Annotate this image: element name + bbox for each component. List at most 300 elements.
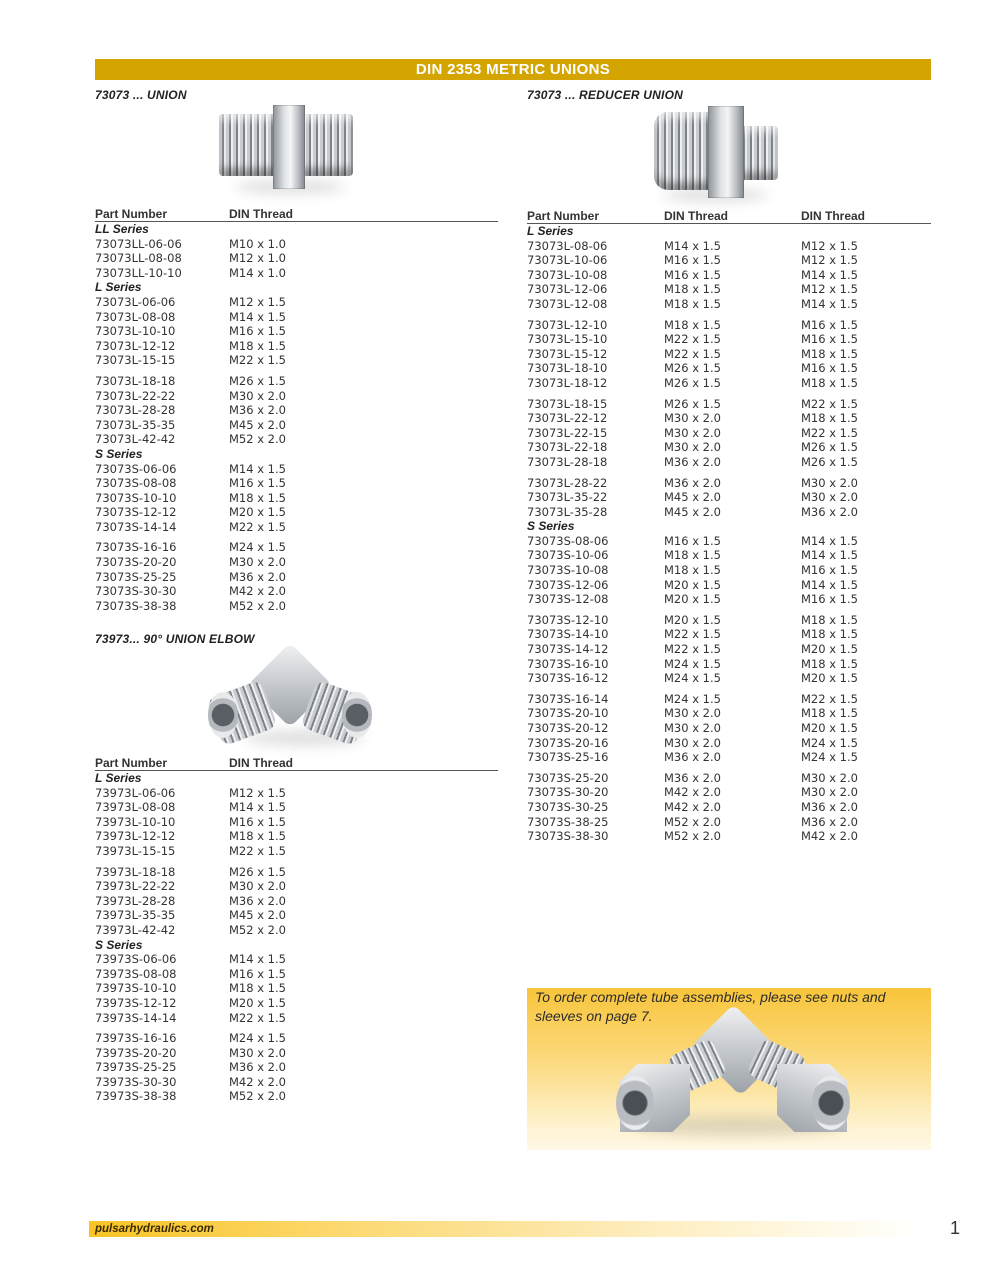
part-number: 73073LL-10-10 (95, 265, 182, 280)
table-header (95, 757, 498, 771)
part-number: 73073L-12-08 (527, 296, 608, 311)
din-thread-2: M14 x 1.5 (801, 577, 858, 592)
table-row (527, 411, 931, 426)
table-row (95, 967, 498, 982)
table-header (527, 210, 931, 224)
part-number: 73073S-25-16 (527, 750, 609, 765)
din-thread-2: M24 x 1.5 (801, 735, 858, 750)
din-thread-2: M30 x 2.0 (801, 770, 858, 785)
din-thread-2: M14 x 1.5 (801, 548, 858, 563)
part-number: 73073L-18-15 (527, 396, 608, 411)
part-number: 73073L-08-08 (95, 309, 176, 324)
din-thread: M52 x 2.0 (229, 1089, 286, 1104)
part-number: 73073S-20-20 (95, 555, 177, 570)
table-row (527, 800, 931, 815)
series-label-s: S Series (527, 519, 575, 534)
part-number: 73973L-15-15 (95, 843, 176, 858)
table-row (95, 1046, 498, 1061)
din-thread: M22 x 1.5 (664, 346, 721, 361)
table-row (95, 418, 498, 433)
din-thread: M22 x 1.5 (664, 642, 721, 657)
page-number: 1 (950, 1218, 961, 1238)
din-thread: M52 x 2.0 (229, 598, 286, 613)
din-thread-2: M16 x 1.5 (801, 332, 858, 347)
table-row (95, 324, 498, 339)
table-row (527, 347, 931, 362)
table-row (527, 268, 931, 283)
din-thread-2: M12 x 1.5 (801, 238, 858, 253)
din-thread-2: M20 x 1.5 (801, 642, 858, 657)
din-thread: M30 x 2.0 (664, 411, 721, 426)
din-thread-2: M16 x 1.5 (801, 317, 858, 332)
table-row (527, 657, 931, 672)
table-row (95, 403, 498, 418)
din-thread: M10 x 1.0 (229, 236, 286, 251)
din-thread-2: M18 x 1.5 (801, 656, 858, 671)
table-row (527, 771, 931, 786)
part-number: 73073S-06-06 (95, 461, 177, 476)
part-number: 73073S-38-30 (527, 829, 609, 844)
part-number: 73973S-30-30 (95, 1074, 177, 1089)
part-number: 73973L-10-10 (95, 814, 176, 829)
din-thread: M52 x 2.0 (229, 922, 286, 937)
table-row (95, 879, 498, 894)
part-number: 73073S-38-38 (95, 598, 177, 613)
part-number: 73073S-25-20 (527, 770, 609, 785)
din-thread-2: M26 x 1.5 (801, 440, 858, 455)
din-thread: M30 x 2.0 (229, 555, 286, 570)
din-thread: M20 x 1.5 (664, 612, 721, 627)
table-row (527, 829, 931, 844)
part-number: 73073L-22-22 (95, 388, 176, 403)
din-thread-2: M14 x 1.5 (801, 267, 858, 282)
part-number: 73973L-06-06 (95, 785, 176, 800)
din-thread-2: M36 x 2.0 (801, 504, 858, 519)
table-row (95, 1089, 498, 1104)
table-row (95, 981, 498, 996)
table-row (527, 332, 931, 347)
din-thread-2: M26 x 1.5 (801, 454, 858, 469)
table-row (527, 671, 931, 686)
part-number: 73073L-15-15 (95, 353, 176, 368)
header-din-thread-2: DIN Thread (801, 209, 866, 223)
table-row (95, 865, 498, 880)
din-thread: M14 x 1.5 (229, 952, 286, 967)
din-thread: M24 x 1.5 (664, 671, 721, 686)
din-thread: M30 x 2.0 (664, 721, 721, 735)
din-thread: M14 x 1.5 (229, 461, 286, 476)
din-thread: M45 x 2.0 (664, 504, 721, 519)
din-thread: M30 x 2.0 (229, 879, 286, 894)
part-number: 73973S-25-25 (95, 1060, 177, 1075)
part-number: 73073L-12-06 (527, 282, 608, 297)
din-thread: M22 x 1.5 (229, 519, 286, 534)
table-row (95, 505, 498, 520)
din-thread-2: M12 x 1.5 (801, 253, 858, 268)
din-thread: M45 x 2.0 (664, 490, 721, 505)
part-number: 73073L-28-28 (95, 403, 176, 418)
part-number: 73073S-12-08 (527, 592, 609, 607)
table-row (95, 295, 498, 310)
part-number: 73073S-08-06 (527, 533, 609, 548)
table-row (95, 555, 498, 570)
part-number: 73073L-22-18 (527, 440, 608, 455)
din-thread: M30 x 2.0 (664, 735, 721, 750)
table-row (95, 800, 498, 815)
part-number: 73073L-15-12 (527, 346, 608, 361)
table-row (527, 627, 931, 642)
din-thread-2: M36 x 2.0 (801, 814, 858, 829)
part-number: 73973S-10-10 (95, 981, 177, 996)
table-row (527, 376, 931, 391)
table-row (527, 692, 931, 707)
din-thread: M24 x 1.5 (664, 691, 721, 706)
din-thread-2: M36 x 2.0 (801, 799, 858, 814)
part-number: 73073S-14-10 (527, 627, 609, 642)
din-thread-2: M22 x 1.5 (801, 425, 858, 440)
din-thread: M20 x 1.5 (664, 577, 721, 592)
union-parts-table (95, 208, 498, 613)
part-number: 73073L-18-18 (95, 373, 176, 388)
table-row (527, 239, 931, 254)
part-number: 73073S-38-25 (527, 814, 609, 829)
table-row (527, 505, 931, 520)
table-row (527, 785, 931, 800)
part-number: 73973L-42-42 (95, 922, 176, 937)
table-row (95, 829, 498, 844)
series-label-l: L Series (95, 771, 142, 785)
part-number: 73073L-22-15 (527, 425, 608, 440)
din-thread: M36 x 2.0 (664, 770, 721, 785)
din-thread: M36 x 2.0 (229, 569, 286, 584)
part-number: 73073S-12-06 (527, 577, 609, 592)
din-thread: M14 x 1.0 (229, 265, 286, 280)
din-thread-2: M22 x 1.5 (801, 396, 858, 411)
din-thread: M42 x 2.0 (664, 785, 721, 800)
table-row (527, 318, 931, 333)
din-thread-2: M18 x 1.5 (801, 706, 858, 721)
part-number: 73073S-30-20 (527, 785, 609, 800)
part-number: 73973S-14-14 (95, 1010, 177, 1025)
din-thread: M18 x 1.5 (664, 563, 721, 578)
table-row (95, 815, 498, 830)
din-thread: M30 x 2.0 (664, 440, 721, 455)
din-thread-2: M30 x 2.0 (801, 490, 858, 505)
table-row (95, 570, 498, 585)
part-number: 73073L-18-10 (527, 361, 608, 376)
din-thread-2: M30 x 2.0 (801, 785, 858, 800)
series-label-s: S Series (95, 937, 143, 952)
din-thread: M30 x 2.0 (664, 706, 721, 721)
din-thread: M36 x 2.0 (664, 475, 721, 490)
elbow-section-title: 73973... 90° UNION ELBOW (95, 632, 255, 646)
header-part-number: Part Number (527, 209, 600, 223)
din-thread: M16 x 1.5 (664, 533, 721, 548)
part-number: 73073L-10-10 (95, 324, 176, 339)
table-row (95, 1060, 498, 1075)
din-thread-2: M24 x 1.5 (801, 750, 858, 765)
din-thread: M26 x 1.5 (664, 361, 721, 376)
part-number: 73973L-18-18 (95, 864, 176, 879)
din-thread: M22 x 1.5 (664, 627, 721, 642)
part-number: 73973L-08-08 (95, 800, 176, 815)
table-row (95, 952, 498, 967)
din-thread: M24 x 1.5 (664, 656, 721, 671)
table-row (95, 786, 498, 801)
din-thread: M26 x 1.5 (664, 375, 721, 390)
part-number: 73073L-15-10 (527, 332, 608, 347)
part-number: 73073L-10-06 (527, 253, 608, 268)
table-row (95, 894, 498, 909)
table-row (95, 339, 498, 354)
part-number: 73973S-12-12 (95, 995, 177, 1010)
din-thread: M16 x 1.5 (229, 324, 286, 339)
part-number: 73073L-35-22 (527, 490, 608, 505)
table-row (95, 908, 498, 923)
din-thread-2: M14 x 1.5 (801, 296, 858, 311)
table-row (527, 592, 931, 607)
table-row (95, 432, 498, 447)
part-number: 73073S-30-30 (95, 584, 177, 599)
din-thread: M45 x 2.0 (229, 417, 286, 432)
table-row (527, 815, 931, 830)
din-thread: M18 x 1.5 (229, 981, 286, 996)
table-row (527, 455, 931, 470)
din-thread: M20 x 1.5 (229, 505, 286, 520)
part-number: 73973S-08-08 (95, 966, 177, 981)
page-banner: DIN 2353 METRIC UNIONS (95, 59, 931, 80)
din-thread: M24 x 1.5 (229, 540, 286, 555)
union-elbow-image (205, 650, 375, 750)
din-thread-2: M18 x 1.5 (801, 375, 858, 390)
din-thread: M20 x 1.5 (664, 592, 721, 607)
part-number: 73073S-12-10 (527, 612, 609, 627)
din-thread-2: M18 x 1.5 (801, 612, 858, 627)
part-number: 73073S-10-08 (527, 563, 609, 578)
din-thread: M14 x 1.5 (229, 800, 286, 815)
din-thread: M18 x 1.5 (664, 296, 721, 311)
table-row (527, 578, 931, 593)
din-thread: M22 x 1.5 (229, 1010, 286, 1025)
din-thread: M36 x 2.0 (229, 893, 286, 908)
part-number: 73073L-35-28 (527, 504, 608, 519)
din-thread: M12 x 1.0 (229, 251, 286, 266)
din-thread: M30 x 2.0 (229, 1045, 286, 1060)
din-thread: M22 x 1.5 (664, 332, 721, 347)
table-header (95, 208, 498, 222)
part-number: 73073S-12-12 (95, 505, 177, 520)
din-thread-2: M22 x 1.5 (801, 691, 858, 706)
din-thread: M42 x 2.0 (229, 1074, 286, 1089)
callout-text: To order complete tube assemblies, please see nuts and sleeves on page 7. (535, 989, 886, 1024)
table-row (527, 397, 931, 412)
table-row (95, 353, 498, 368)
part-number: 73073LL-06-06 (95, 236, 182, 251)
series-label-l: L Series (95, 280, 142, 295)
part-number: 73073L-28-22 (527, 475, 608, 490)
part-number: 73073S-08-08 (95, 476, 177, 491)
table-row (95, 310, 498, 325)
din-thread-2: M20 x 1.5 (801, 721, 858, 735)
part-number: 73973S-20-20 (95, 1045, 177, 1060)
din-thread: M12 x 1.5 (229, 294, 286, 309)
table-row (95, 1031, 498, 1046)
din-thread: M16 x 1.5 (229, 814, 286, 829)
part-number: 73073L-12-12 (95, 338, 176, 353)
part-number: 73073S-25-25 (95, 569, 177, 584)
table-row (527, 490, 931, 505)
part-number: 73973L-35-35 (95, 908, 176, 923)
table-row (527, 613, 931, 628)
din-thread: M24 x 1.5 (229, 1031, 286, 1046)
din-thread: M52 x 2.0 (229, 432, 286, 447)
part-number: 73073L-28-18 (527, 454, 608, 469)
table-row (527, 721, 931, 736)
reducer-union-image (648, 104, 778, 204)
din-thread: M18 x 1.5 (229, 338, 286, 353)
part-number: 73073S-10-10 (95, 490, 177, 505)
table-row (95, 251, 498, 266)
table-row (95, 266, 498, 281)
table-row (95, 491, 498, 506)
din-thread-2: M18 x 1.5 (801, 411, 858, 426)
part-number: 73973L-12-12 (95, 829, 176, 844)
table-row (527, 282, 931, 297)
table-row (527, 563, 931, 578)
din-thread: M16 x 1.5 (229, 966, 286, 981)
union-section-title: 73073 ... UNION (95, 88, 187, 102)
din-thread-2: M14 x 1.5 (801, 533, 858, 548)
header-din-thread: DIN Thread (229, 756, 294, 770)
din-thread: M20 x 1.5 (229, 995, 286, 1010)
part-number: 73973S-38-38 (95, 1089, 177, 1104)
part-number: 73073L-22-12 (527, 411, 608, 426)
table-row (95, 540, 498, 555)
part-number: 73073S-14-14 (95, 519, 177, 534)
table-row (95, 844, 498, 859)
din-thread: M12 x 1.5 (229, 785, 286, 800)
din-thread-2: M42 x 2.0 (801, 829, 858, 844)
din-thread: M18 x 1.5 (229, 829, 286, 844)
table-row (95, 599, 498, 614)
table-row (527, 253, 931, 268)
header-part-number: Part Number (95, 207, 168, 221)
din-thread: M14 x 1.5 (229, 309, 286, 324)
din-thread: M16 x 1.5 (664, 253, 721, 268)
din-thread: M52 x 2.0 (664, 829, 721, 844)
din-thread: M16 x 1.5 (664, 267, 721, 282)
part-number: 73073S-16-10 (527, 656, 609, 671)
din-thread: M18 x 1.5 (664, 317, 721, 332)
table-row (527, 297, 931, 312)
table-row (95, 462, 498, 477)
table-row (527, 440, 931, 455)
series-label-ll: LL Series (95, 222, 149, 236)
table-row (527, 642, 931, 657)
din-thread: M36 x 2.0 (664, 750, 721, 765)
elbow-parts-table (95, 757, 498, 1104)
din-thread: M16 x 1.5 (229, 476, 286, 491)
table-row (95, 374, 498, 389)
din-thread: M14 x 1.5 (664, 238, 721, 253)
din-thread: M42 x 2.0 (229, 584, 286, 599)
part-number: 73073S-20-12 (527, 721, 609, 735)
din-thread: M42 x 2.0 (664, 799, 721, 814)
part-number: 73973S-06-06 (95, 952, 177, 967)
table-row (527, 736, 931, 751)
table-row (95, 476, 498, 491)
reducer-section-title: 73073 ... REDUCER UNION (527, 88, 683, 102)
din-thread: M18 x 1.5 (229, 490, 286, 505)
website-link[interactable]: pulsarhydraulics.com (95, 1223, 214, 1235)
din-thread: M18 x 1.5 (664, 282, 721, 297)
part-number: 73973S-16-16 (95, 1031, 177, 1046)
din-thread: M36 x 2.0 (229, 1060, 286, 1075)
table-row (95, 923, 498, 938)
din-thread-2: M18 x 1.5 (801, 346, 858, 361)
din-thread-2: M16 x 1.5 (801, 563, 858, 578)
table-row (527, 426, 931, 441)
table-row (527, 706, 931, 721)
din-thread: M30 x 2.0 (664, 425, 721, 440)
table-row (95, 520, 498, 535)
part-number: 73973L-22-22 (95, 879, 176, 894)
part-number: 73073S-10-06 (527, 548, 609, 563)
straight-union-image (215, 102, 355, 197)
part-number: 73073S-16-12 (527, 671, 609, 686)
table-row (95, 389, 498, 404)
table-row (95, 1011, 498, 1026)
din-thread: M30 x 2.0 (229, 388, 286, 403)
part-number: 73073L-35-35 (95, 417, 176, 432)
table-row (95, 584, 498, 599)
din-thread-2: M30 x 2.0 (801, 475, 858, 490)
table-row (527, 361, 931, 376)
header-din-thread-1: DIN Thread (664, 209, 729, 223)
footer-bar (89, 1221, 924, 1237)
part-number: 73073S-20-16 (527, 735, 609, 750)
part-number: 73073L-12-10 (527, 317, 608, 332)
din-thread: M45 x 2.0 (229, 908, 286, 923)
table-row (527, 548, 931, 563)
din-thread: M26 x 1.5 (229, 373, 286, 388)
din-thread-2: M16 x 1.5 (801, 361, 858, 376)
din-thread: M18 x 1.5 (664, 548, 721, 563)
series-label-s: S Series (95, 446, 143, 461)
part-number: 73073LL-08-08 (95, 251, 182, 266)
din-thread-2: M16 x 1.5 (801, 592, 858, 607)
part-number: 73073L-10-08 (527, 267, 608, 282)
din-thread: M22 x 1.5 (229, 843, 286, 858)
table-row (95, 237, 498, 252)
part-number: 73073S-14-12 (527, 642, 609, 657)
din-thread: M22 x 1.5 (229, 353, 286, 368)
din-thread-2: M20 x 1.5 (801, 671, 858, 686)
compression-elbow-image (602, 1016, 862, 1141)
din-thread: M26 x 1.5 (229, 864, 286, 879)
table-row (527, 476, 931, 491)
table-row (95, 996, 498, 1011)
part-number: 73073L-08-06 (527, 238, 608, 253)
table-row (95, 1075, 498, 1090)
din-thread: M26 x 1.5 (664, 396, 721, 411)
tube-assembly-callout (527, 988, 931, 1150)
part-number: 73073L-18-12 (527, 375, 608, 390)
din-thread-2: M12 x 1.5 (801, 282, 858, 297)
table-row (527, 750, 931, 765)
table-row (527, 534, 931, 549)
part-number: 73973L-28-28 (95, 893, 176, 908)
